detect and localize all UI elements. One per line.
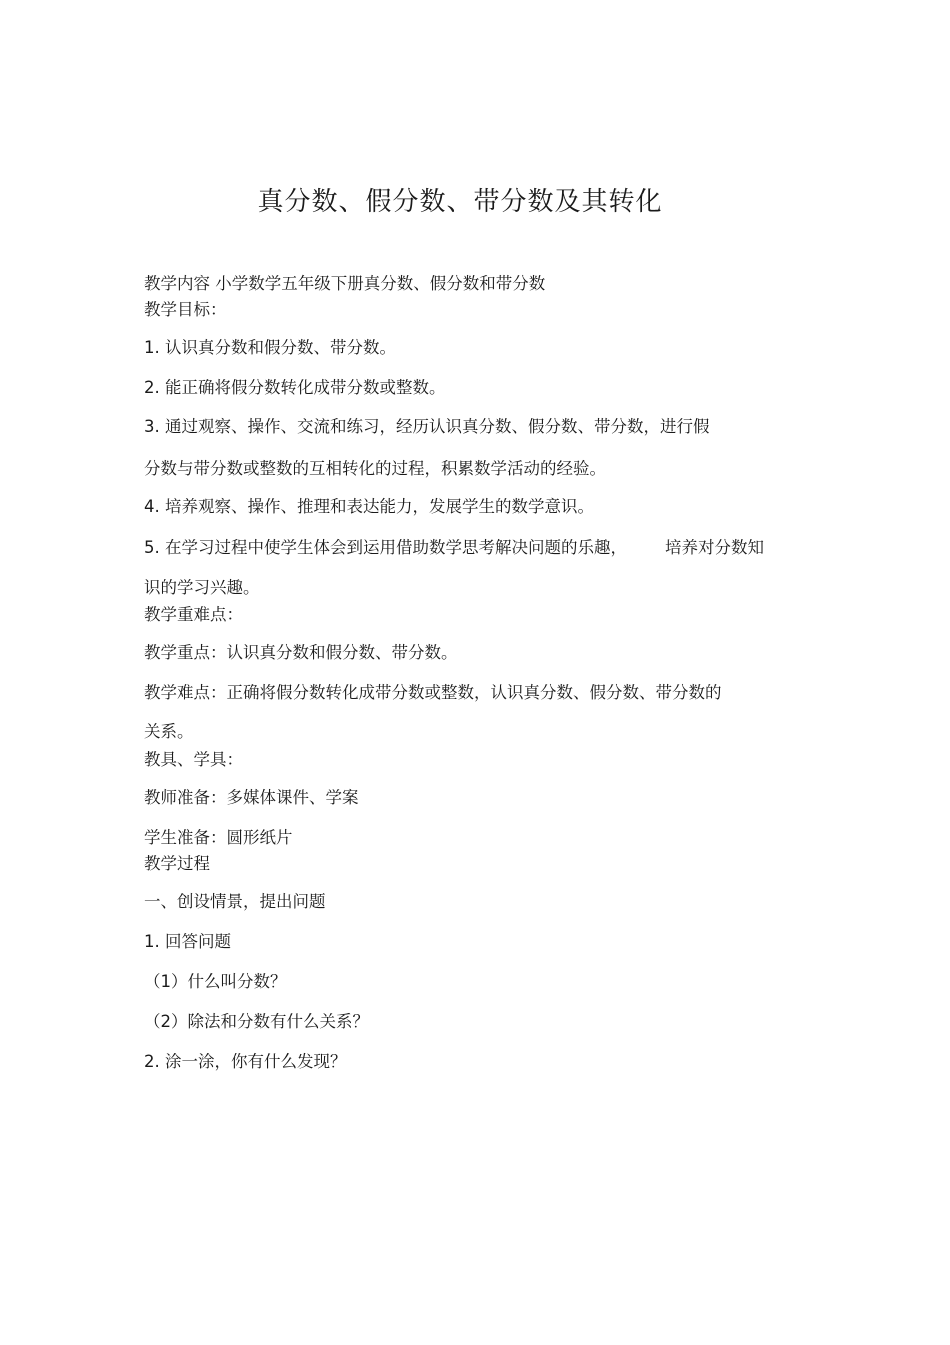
key-point: 教学重点：认识真分数和假分数、带分数。 — [144, 643, 458, 662]
objective-5-part2: 培养对分数知 — [665, 538, 764, 557]
question-2: （2）除法和分数有什么关系？ — [144, 1012, 369, 1031]
difficult-point-line2: 关系。 — [144, 722, 194, 741]
section1-heading: 一、创设情景，提出问题 — [144, 892, 326, 911]
objective-4: 4. 培养观察、操作、推理和表达能力，发展学生的数学意识。 — [144, 497, 594, 516]
objective-5-part1: 5. 在学习过程中使学生体会到运用借助数学思考解决问题的乐趣， — [144, 538, 627, 557]
process-heading: 教学过程 — [144, 854, 210, 873]
teaching-content: 教学内容 小学数学五年级下册真分数、假分数和带分数 — [144, 274, 546, 293]
objective-1: 1. 认识真分数和假分数、带分数。 — [144, 338, 396, 357]
teacher-prep: 教师准备：多媒体课件、学案 — [144, 788, 359, 807]
objective-2: 2. 能正确将假分数转化成带分数或整数。 — [144, 378, 446, 397]
objectives-heading: 教学目标： — [144, 300, 227, 319]
student-prep: 学生准备：圆形纸片 — [144, 828, 293, 847]
question-1: （1）什么叫分数？ — [144, 972, 287, 991]
objective-5-line2: 识的学习兴趣。 — [144, 578, 260, 597]
difficult-point-line1: 教学难点：正确将假分数转化成带分数或整数，认识真分数、假分数、带分数的 — [144, 683, 722, 702]
item-2: 2. 涂一涂，你有什么发现？ — [144, 1052, 347, 1071]
key-points-heading: 教学重难点： — [144, 605, 243, 624]
objective-3-line2: 分数与带分数或整数的互相转化的过程，积累数学活动的经验。 — [144, 459, 606, 478]
item-1: 1. 回答问题 — [144, 932, 231, 951]
document-title: 真分数、假分数、带分数及其转化 — [257, 187, 663, 217]
tools-heading: 教具、学具： — [144, 750, 243, 769]
objective-5-line1 — [144, 536, 764, 560]
objective-3-line1: 3. 通过观察、操作、交流和练习，经历认识真分数、假分数、带分数，进行假 — [144, 417, 710, 436]
